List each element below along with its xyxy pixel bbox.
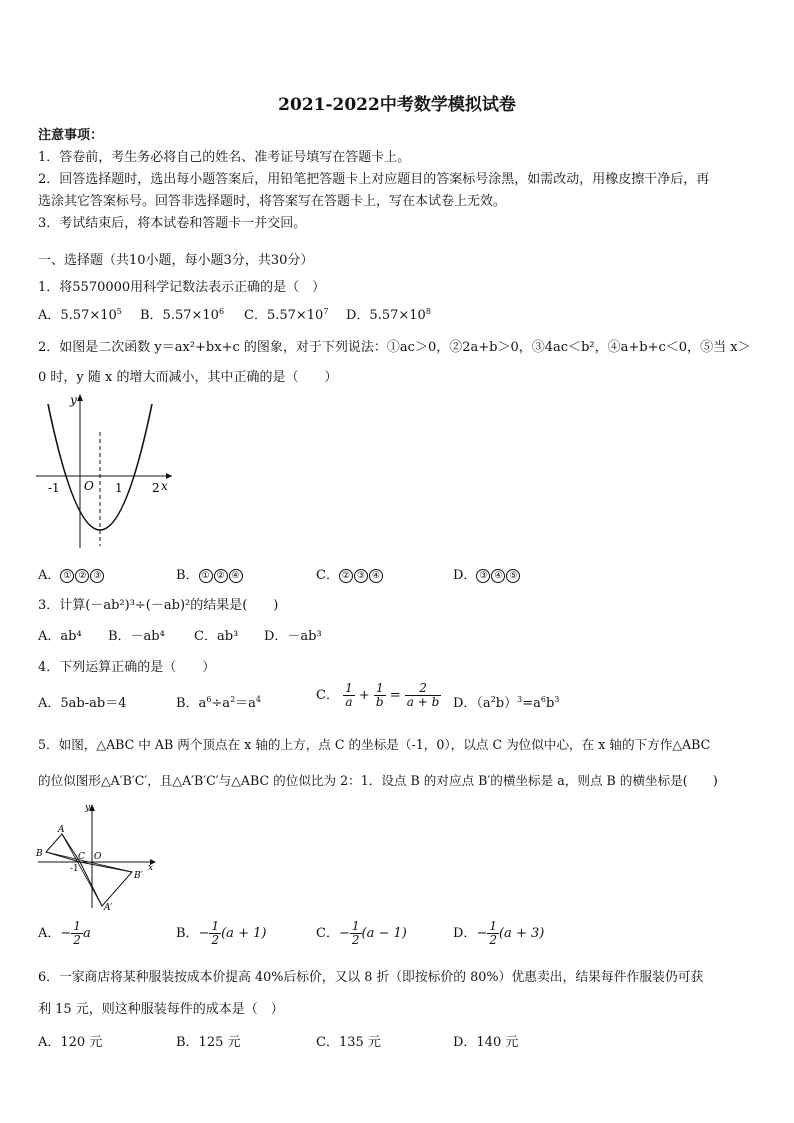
q4-option-b: B．$a^6\div a^2=a^4$: [176, 695, 262, 711]
q4-c-frac-2: $\frac{1}{b}$: [375, 681, 384, 709]
q6-option-d: D．140 元: [453, 1035, 519, 1050]
q5-option-a: A．− $\frac{1}{2}$ a: [38, 919, 91, 947]
q5-x-label: x: [148, 863, 154, 873]
q2-option-d: D． ③ ④ ⑤: [453, 564, 521, 583]
q5-stem-line-2: 的位似图形△A′B′C′，且△A′B′C′与△ABC 的位似比为 2：1．设点 B 的对应点 B′的横坐标是 a，则点 B 的横坐标是( ): [38, 773, 718, 788]
q5-triangle-abc-prime: [80, 862, 132, 906]
q2-y-arrow: [77, 394, 83, 401]
q6-option-a: A．120 元: [38, 1035, 103, 1050]
page-title: 2021-2022中考数学模拟试卷: [278, 95, 516, 115]
q4-option-a: A．5ab-ab＝4: [38, 696, 127, 711]
q2-option-a: A． ① ② ③: [38, 564, 105, 583]
q4-option-d: D．$(a^2b)^3=a^6b^3$: [453, 695, 560, 711]
q1-stem: 1．将5570000用科学记数法表示正确的是（ ）: [38, 280, 326, 295]
q5-label-b: B: [36, 849, 43, 859]
q3-option-b: B．－ab⁴: [108, 629, 165, 644]
notice-line-3: 3．考试结束后，将本试卷和答题卡一并交回。: [38, 216, 307, 231]
q5-label-a: A: [58, 825, 65, 835]
q4-c-frac-1: $\frac{1}{a}$: [345, 681, 353, 709]
q6-option-c: C．135 元: [316, 1035, 381, 1050]
q3-option-d: D．－ab³: [264, 629, 322, 644]
q5-tick-neg1: -1: [70, 864, 79, 874]
q2-parabola-graph: [36, 392, 176, 552]
q4-stem: 4．下列运算正确的是（ ）: [38, 660, 216, 675]
section-heading: 一、选择题（共10小题，每小题3分，共30分）: [38, 253, 314, 268]
q2-tick-2: 2: [152, 481, 160, 495]
q5-option-c: C．− $\frac{1}{2}$ (a − 1): [316, 919, 407, 947]
q2-option-b: B． ① ② ④: [176, 564, 244, 583]
notice-line-1: 1．答卷前，考生务必将自己的姓名、准考证号填写在答题卡上。: [38, 150, 411, 165]
q4-c-frac-3: $\frac{2}{a + b}$: [406, 681, 440, 709]
q2-tick-1: 1: [115, 481, 123, 495]
q1-option-c: C．$5.57\times 10^7$: [244, 307, 329, 323]
q5-similarity-graph: [32, 800, 162, 912]
q5-label-a-prime: A′: [104, 903, 113, 912]
q6-option-b: B．125 元: [176, 1035, 241, 1050]
q5-stem-line-1: 5．如图，△ABC 中 AB 两个顶点在 x 轴的上方，点 C 的坐标是（-1，0），以点 C 为位似中心，在 x 轴的下方作△ABC: [38, 737, 711, 752]
q3-option-c: C．ab³: [194, 629, 239, 644]
q6-stem-line-2: 利 15 元，则这种服装每件的成本是（ ）: [38, 1002, 284, 1017]
q2-origin-label: O: [84, 479, 94, 493]
notice-line-2b: 选涂其它答案标号。回答非选择题时，将答案写在答题卡上，写在本试卷上无效。: [38, 194, 507, 209]
q1-option-a: A．$5.57\times 10^5$: [38, 307, 122, 323]
notice-heading: 注意事项：: [38, 128, 104, 143]
q6-stem-line-1: 6．一家商店将某种服装按成本价提高 40%后标价，又以 8 折（即按标价的 80%）优惠卖出，结果每件作服装仍可获: [38, 970, 704, 985]
q5-option-b: B．− $\frac{1}{2}$ (a + 1): [176, 919, 267, 947]
q1-option-b: B．$5.57\times 10^6$: [140, 307, 225, 323]
q2-x-label: x: [161, 479, 168, 493]
q2-stem-line-2: 0 时，y 随 x 的增大而减小，其中正确的是（ ）: [38, 370, 338, 385]
q1-option-d: D．$5.57\times 10^8$: [346, 307, 431, 323]
q2-y-label: y: [70, 393, 77, 407]
q2-tick-neg1: -1: [48, 481, 60, 495]
q4-option-c: C． $\frac{1}{a}$ + $\frac{1}{b}$ = $\frac{2}{a + b}$: [316, 681, 440, 709]
q3-option-a: A．ab⁴: [38, 629, 82, 644]
q5-y-label: y: [85, 803, 91, 813]
q2-option-c: C． ② ③ ④: [316, 564, 384, 583]
q5-option-d: D．− $\frac{1}{2}$ (a + 3): [453, 919, 545, 947]
q3-stem: 3．计算(－ab²)³÷(－ab)²的结果是( ): [38, 598, 279, 613]
notice-line-2a: 2．回答选择题时，选出每小题答案后，用铅笔把答题卡上对应题目的答案标号涂黑，如需改动，用橡皮擦干净后，再: [38, 172, 710, 187]
q5-label-o: O: [94, 852, 102, 862]
q5-label-b-prime: B′: [134, 871, 143, 881]
q5-line-aa: [62, 834, 102, 906]
q2-stem-line-1: 2．如图是二次函数 y＝ax²+bx+c 的图象，对于下列说法：①ac＞0，②2a+b＞0，③4ac＜b²，④a+b+c＜0，⑤当 x＞: [38, 340, 751, 355]
q5-label-c: C: [78, 852, 85, 862]
